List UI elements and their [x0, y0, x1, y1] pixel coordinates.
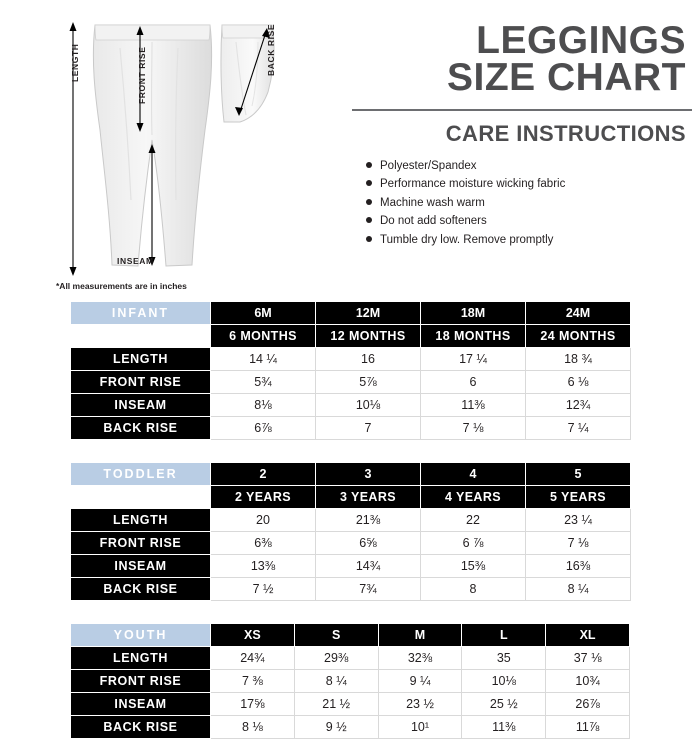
size-table-youth [70, 623, 630, 739]
empty-cell [71, 486, 211, 509]
table-row [71, 578, 631, 601]
bullet-icon [366, 236, 372, 242]
leggings-diagram-svg [0, 0, 352, 300]
measurement-cell: 18 ¾ [526, 348, 631, 371]
care-item-text: Machine wash warm [380, 196, 485, 209]
table-row [71, 394, 631, 417]
size-table-infant [70, 301, 631, 462]
care-item-text: Performance moisture wicking fabric [380, 178, 566, 191]
size-header: L [462, 624, 546, 647]
measurement-cell: 12¾ [526, 394, 631, 417]
table-row [71, 693, 630, 716]
row-label: BACK RISE [71, 578, 211, 601]
measurement-cell: 10⅛ [462, 670, 546, 693]
measurement-cell: 7 ⅛ [421, 417, 526, 440]
diagram-label-front-rise: FRONT RISE [137, 46, 147, 104]
measurement-cell: 14 ¼ [211, 348, 316, 371]
page-title [352, 19, 692, 100]
title-block [352, 19, 692, 249]
size-header: M [378, 624, 462, 647]
care-instructions-list [352, 157, 692, 250]
size-table-toddler [70, 462, 631, 623]
category-label-toddler: TODDLER [71, 463, 211, 486]
measurement-cell: 29⅜ [294, 647, 378, 670]
row-label: BACK RISE [71, 417, 211, 440]
bullet-icon [366, 199, 372, 205]
measurement-cell: 20 [211, 509, 316, 532]
size-header: S [294, 624, 378, 647]
measurement-cell: 23 ½ [378, 693, 462, 716]
measurement-cell: 11⅜ [462, 716, 546, 739]
table-row [71, 348, 631, 371]
measurement-cell: 10⅛ [316, 394, 421, 417]
diagram-label-inseam: INSEAM [117, 256, 154, 266]
size-subheader: 4 YEARS [421, 486, 526, 509]
measurement-cell: 6⅞ [211, 417, 316, 440]
measurement-cell: 8 ⅛ [211, 716, 295, 739]
size-subheader: 3 YEARS [316, 486, 421, 509]
measurement-cell: 17⅝ [211, 693, 295, 716]
care-item-text: Tumble dry low. Remove promptly [380, 233, 554, 246]
size-subheader: 2 YEARS [211, 486, 316, 509]
measurement-cell: 8 ¼ [526, 578, 631, 601]
table-row [71, 325, 631, 348]
size-header: 5 [526, 463, 631, 486]
table-row [71, 716, 630, 739]
size-header: 12M [316, 302, 421, 325]
table-spacer [71, 440, 631, 463]
measurement-cell: 5¾ [211, 371, 316, 394]
measurement-cell: 8 [421, 578, 526, 601]
measurement-cell: 21⅜ [316, 509, 421, 532]
list-item [380, 157, 686, 176]
care-heading: CARE INSTRUCTIONS [445, 120, 686, 146]
row-label: BACK RISE [71, 716, 211, 739]
measurement-cell: 26⅞ [546, 693, 630, 716]
row-label: FRONT RISE [71, 532, 211, 555]
table-row [71, 486, 631, 509]
measurement-cell: 6 ⅞ [421, 532, 526, 555]
table-row [71, 555, 631, 578]
table-row [71, 509, 631, 532]
measurement-cell: 7 ½ [211, 578, 316, 601]
table-spacer [71, 601, 631, 624]
measurement-cell: 24¾ [211, 647, 295, 670]
measurement-cell: 8⅛ [211, 394, 316, 417]
table-row [71, 371, 631, 394]
size-header: 18M [421, 302, 526, 325]
measurement-cell: 10¹ [378, 716, 462, 739]
measurement-cell: 22 [421, 509, 526, 532]
measurement-cell: 23 ¼ [526, 509, 631, 532]
measurement-cell: 11⅜ [421, 394, 526, 417]
table-row [71, 463, 631, 486]
measurement-cell: 25 ½ [462, 693, 546, 716]
measurement-cell: 9 ¼ [378, 670, 462, 693]
measurement-cell: 8 ¼ [294, 670, 378, 693]
measurement-cell: 37 ⅛ [546, 647, 630, 670]
table-row [71, 624, 630, 647]
measurement-cell: 16⅜ [526, 555, 631, 578]
size-header: 6M [211, 302, 316, 325]
measurement-cell: 21 ½ [294, 693, 378, 716]
diagram-label-length: LENGTH [70, 43, 80, 82]
bullet-icon [366, 162, 372, 168]
diagram-label-back-rise: BACK RISE [266, 23, 276, 76]
measurement-cell: 5⅞ [316, 371, 421, 394]
measurement-cell: 32⅜ [378, 647, 462, 670]
measurement-cell: 17 ¼ [421, 348, 526, 371]
bullet-icon [366, 180, 372, 186]
measurement-cell: 14¾ [316, 555, 421, 578]
row-label: INSEAM [71, 394, 211, 417]
care-item-text: Polyester/Spandex [380, 159, 477, 172]
size-tables [70, 301, 630, 739]
table-row [71, 417, 631, 440]
measurement-cell: 7¾ [316, 578, 421, 601]
size-header: XL [546, 624, 630, 647]
measurement-cell: 7 ¼ [526, 417, 631, 440]
bullet-icon [366, 217, 372, 223]
table-row [71, 670, 630, 693]
measurement-cell: 9 ½ [294, 716, 378, 739]
table-row [71, 532, 631, 555]
table-row [71, 647, 630, 670]
title-line-2: SIZE CHART [447, 56, 686, 100]
measurement-note: *All measurements are in inches [56, 281, 187, 291]
row-label: FRONT RISE [71, 371, 211, 394]
measurement-cell: 6 [421, 371, 526, 394]
size-subheader: 12 MONTHS [316, 325, 421, 348]
measurement-cell: 6⅜ [211, 532, 316, 555]
title-line-1: LEGGINGS [476, 19, 686, 62]
size-subheader: 18 MONTHS [421, 325, 526, 348]
measurement-cell: 6⅝ [316, 532, 421, 555]
measurement-cell: 16 [316, 348, 421, 371]
list-item [380, 175, 686, 194]
empty-cell [71, 325, 211, 348]
list-item [380, 194, 686, 213]
measurement-cell: 7 ⅜ [211, 670, 295, 693]
size-header: XS [211, 624, 295, 647]
measurement-cell: 6 ⅛ [526, 371, 631, 394]
row-label: LENGTH [71, 348, 211, 371]
title-divider [352, 109, 692, 111]
care-item-text: Do not add softeners [380, 215, 487, 228]
row-label: INSEAM [71, 555, 211, 578]
measurement-cell: 35 [462, 647, 546, 670]
measurement-cell: 15⅜ [421, 555, 526, 578]
category-label-youth: YOUTH [71, 624, 211, 647]
size-header: 24M [526, 302, 631, 325]
size-subheader: 24 MONTHS [526, 325, 631, 348]
category-label-infant: INFANT [71, 302, 211, 325]
leggings-illustration [0, 0, 352, 300]
row-label: LENGTH [71, 647, 211, 670]
measurement-cell: 13⅜ [211, 555, 316, 578]
measurement-cell: 7 [316, 417, 421, 440]
row-label: INSEAM [71, 693, 211, 716]
table-row [71, 302, 631, 325]
list-item [380, 231, 686, 250]
size-header: 3 [316, 463, 421, 486]
header-section [0, 0, 700, 300]
measurement-cell: 11⅞ [546, 716, 630, 739]
list-item [380, 212, 686, 231]
row-label: LENGTH [71, 509, 211, 532]
row-label: FRONT RISE [71, 670, 211, 693]
size-subheader: 6 MONTHS [211, 325, 316, 348]
measurement-cell: 10¾ [546, 670, 630, 693]
measurement-cell: 7 ⅛ [526, 532, 631, 555]
size-header: 4 [421, 463, 526, 486]
size-subheader: 5 YEARS [526, 486, 631, 509]
size-header: 2 [211, 463, 316, 486]
